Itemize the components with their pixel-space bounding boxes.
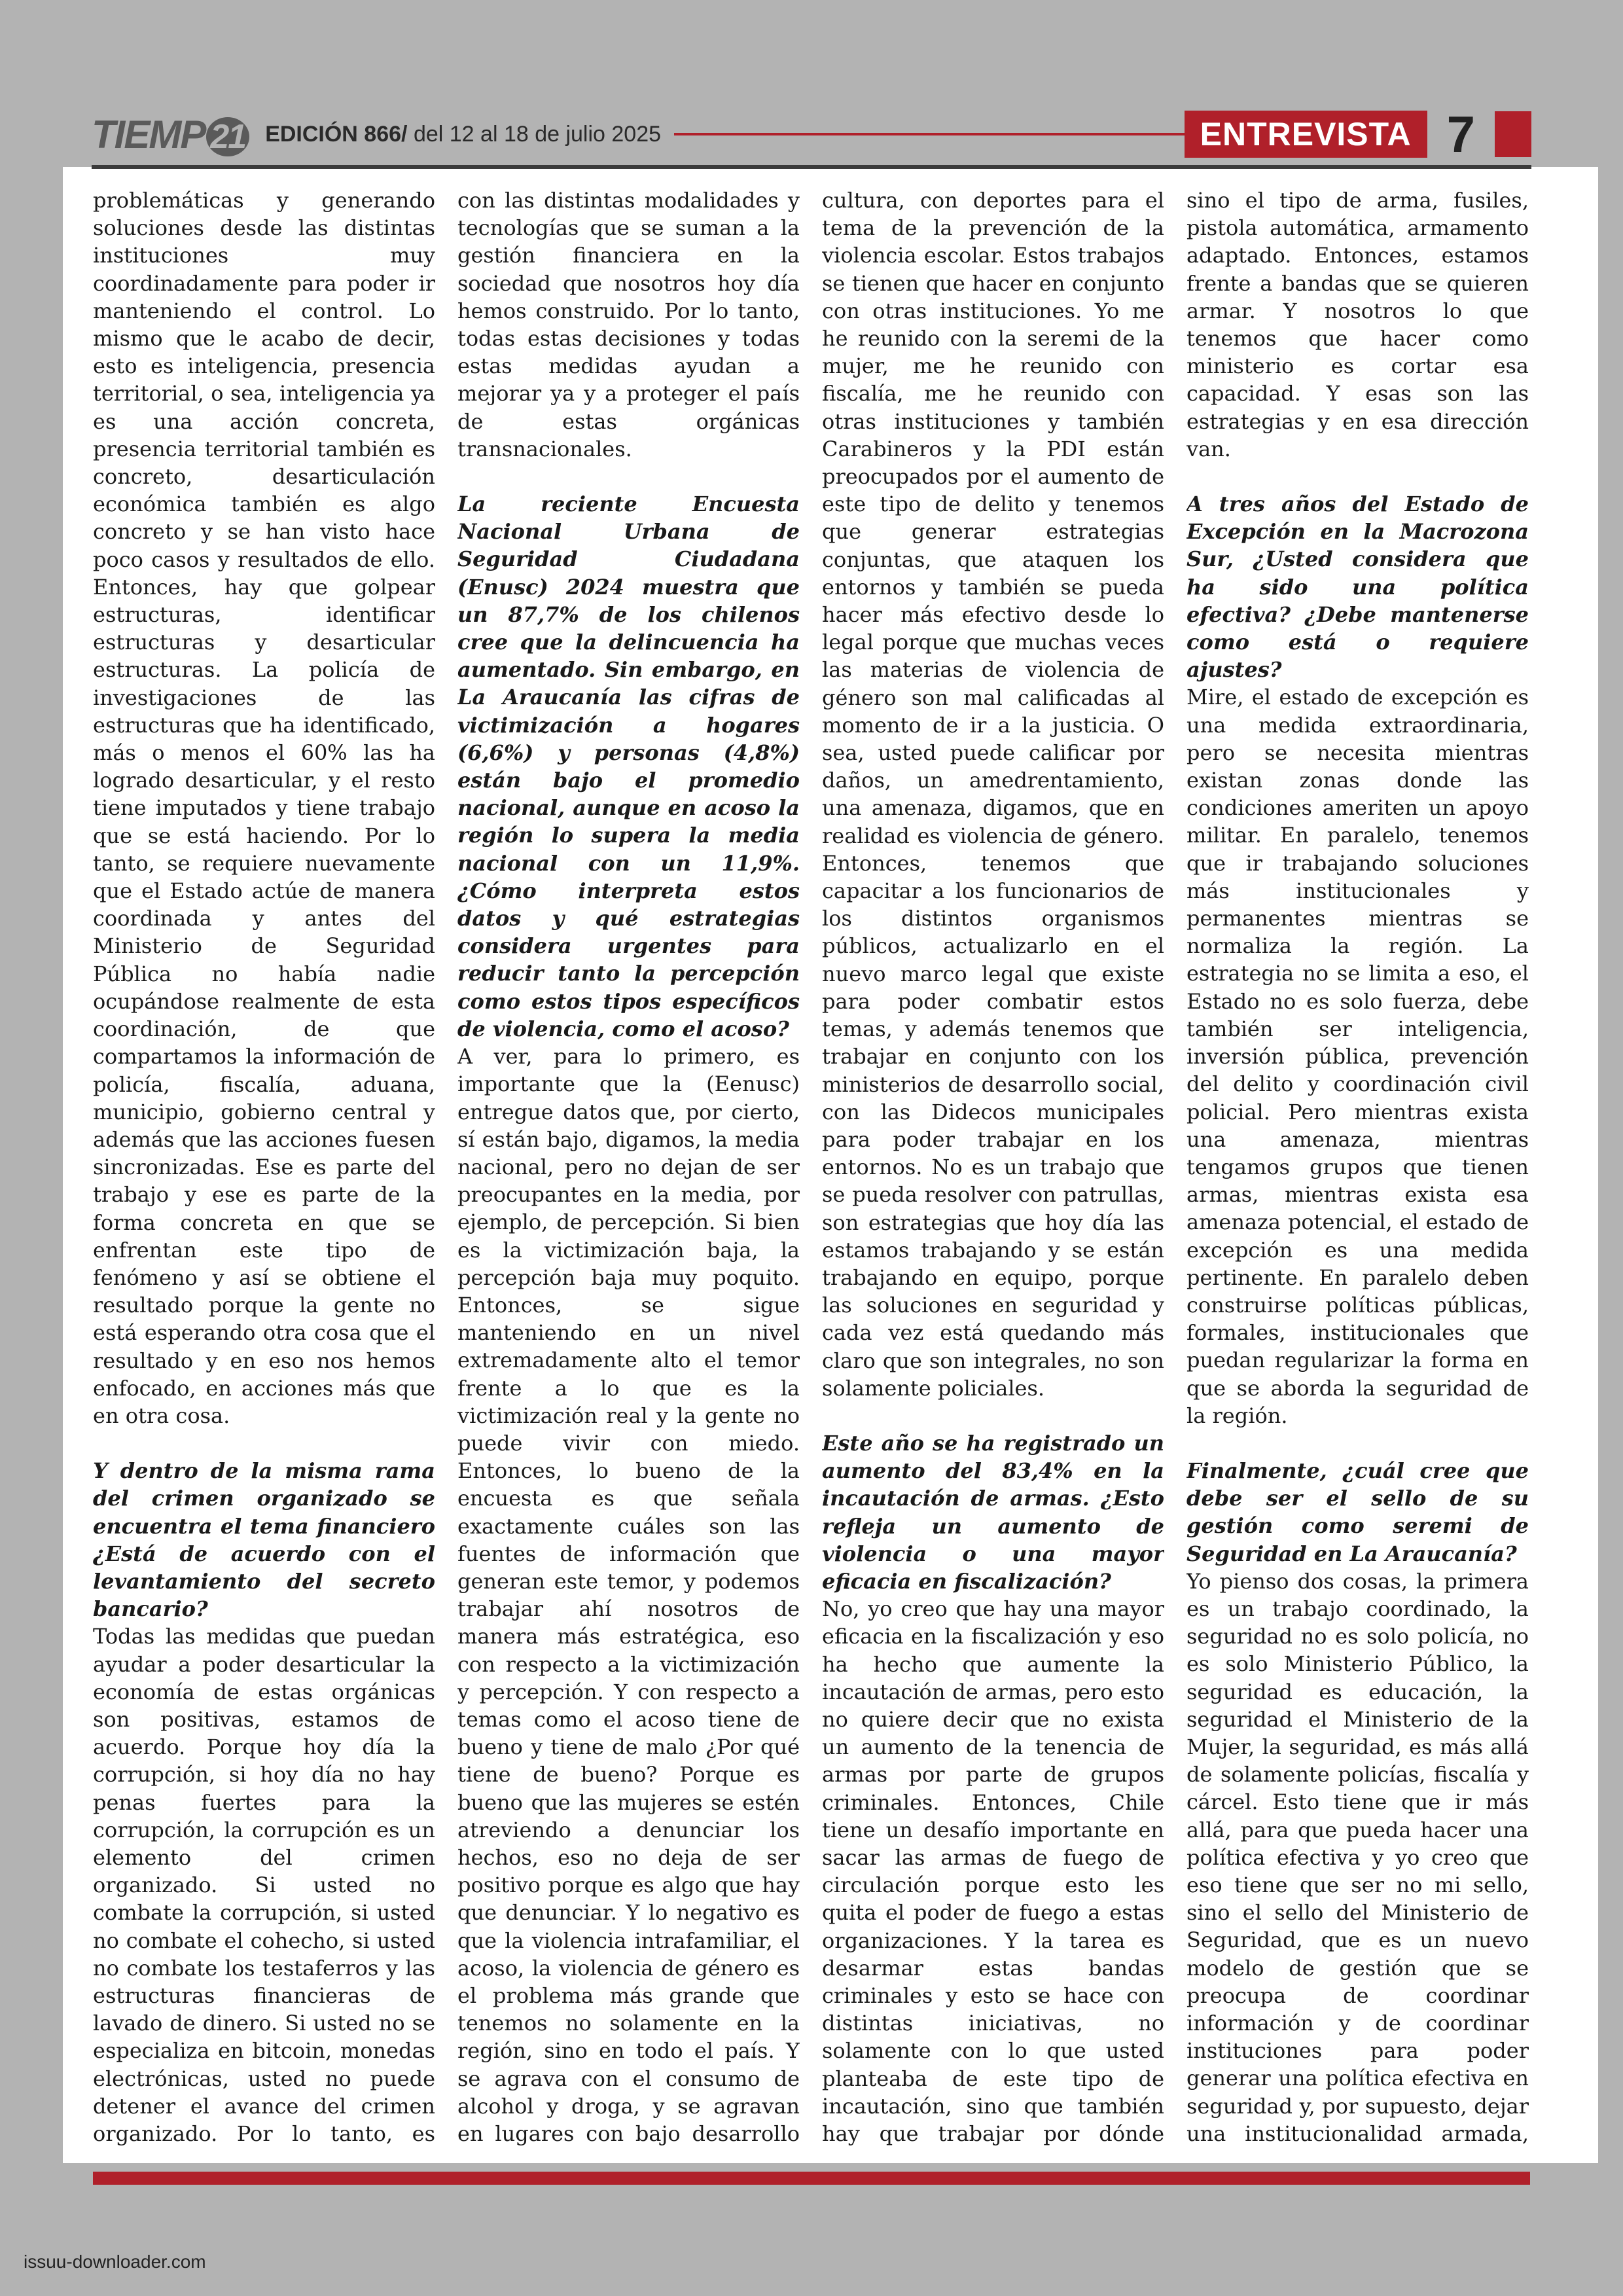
interview-answer: No, yo creo que hay una mayor eficacia en la fiscalización y eso ha hecho que aumente la incautación de armas, pero esto no quiere decir que no exista un aumento de la tenencia de armas por parte de grupos criminales. Entonces, Chile tiene un desafío importante en sacar las armas de fuego de circulación porque esto les quita el poder de fuego a estas organizaciones. Y la tarea es desarmar estas bandas criminales y esto se hace con distintas iniciativas, no solamente con lo que usted planteaba de este tipo de incautación, sino que también hay que trabajar por dónde [822,1596,1164,2147]
masthead-logo [92,112,249,157]
edition-dates: del 12 al 18 de julio 2025 [407,121,662,147]
header-red-block [1495,111,1531,157]
column-1 [93,187,435,2150]
interview-question: A tres años del Estado de Excepción en la Macrozona Sur, ¿Usted considera que ha sido una política efectiva? ¿Debe mantenerse como está o requiere ajustes? [1186,492,1529,683]
interview-answer: problemáticas y generando soluciones desde las distintas instituciones muy coordinadamente para poder ir manteniendo el control. Lo mismo que le acabo de decir, esto es inteligencia, presencia territorial, o sea, inteligencia ya es una acción concreta, presencia territorial también es concreto, desarticulación económica también es algo concreto y se han visto hace poco casos y resultados de ello. Entonces, hay que golpear estructuras, identificar estructuras y desarticular estructuras. La policía de investigaciones de las estructuras que ha identificado, más o menos el 60% las ha logrado desarticular, y el resto tiene imputados y tiene trabajo que se está haciendo. Por lo tanto, se requiere nuevamente que el Estado actúe de manera coordinada y antes del Ministerio de Seguridad Pública no había nadie ocupándose realmente de esta coordinación, de que compartamos la información de policía, fiscalía, aduana, municipio, gobierno central y además que las acciones fuesen sincronizadas. Ese es parte del trabajo y ese es parte de la forma concreta en que se enfrentan este tipo de fenómeno y así se obtiene el resultado porque la gente no está esperando otra cosa que el resultado y en eso nos hemos enfocado, en acciones más que en otra cosa. [93,188,435,1428]
interview-answer: sino el tipo de arma, fusiles, pistola automática, armamento adaptado. Entonces, estamos frente a bandas que se quieren armar. Y nosotros lo que tenemos que hacer como ministerio es cortar esa capacidad. Y esas son las estrategias y en esa dirección van. [1186,188,1529,461]
column-2 [457,187,800,2150]
interview-question: Y dentro de la misma rama del crimen organizado se encuentra el tema financiero ¿Está de acuerdo con el levantamiento del secreto bancario? [93,1458,435,1622]
edition-label: EDICIÓN 866/ [265,121,408,147]
interview-question: Finalmente, ¿cuál cree que debe ser el sello de su gestión como seremi de Seguridad en La Araucanía? [1186,1458,1529,1566]
interview-question: Este año se ha registrado un aumento del 83,4% en la incautación de armas. ¿Esto refleja un aumento de violencia o una mayor eficacia en fiscalización? [822,1430,1164,1594]
column-3 [822,187,1164,2150]
interview-answer: Todas las medidas que puedan ayudar a poder desarticular la economía de estas orgánicas son positivas, estamos de acuerdo. Porque hoy día la corrupción, si hoy día no hay penas fuertes para la corrupción, la corrupción es un elemento del crimen organizado. Si usted no combate la corrupción, si usted no combate el cohecho, si usted no combate los testaferros y las estructuras financieras de lavado de dinero. Si usted no se especializa en bitcoin, monedas electrónicas, usted no puede detener el avance del crimen organizado. Por lo tanto, es [93,1624,435,2147]
footer-bar [93,2172,1530,2185]
watermark: issuu-downloader.com [24,2251,206,2272]
interview-answer: Mire, el estado de excepción es una medida extraordinaria, pero se necesita mientras existan zonas donde las condiciones ameriten un apoyo militar. En paralelo, tenemos que ir trabajando soluciones más institucionales y permanentes mientras se normaliza la región. La estrategia no se limita a eso, el Estado no es solo fuerza, debe también ser inteligencia, inversión pública, prevención del delito y coordinación civil policial. Pero mientras exista una amenaza, mientras tengamos grupos que tienen armas, mientras exista esa amenaza potencial, el estado de excepción es una medida pertinente. En paralelo deben construirse políticas públicas, formales, institucionales que puedan regularizar la forma en que se aborda la seguridad de la región. [1186,685,1529,1428]
header-underline [92,165,1531,169]
column-4 [1186,187,1529,2150]
article-columns [93,187,1530,2150]
header-rule [674,133,1185,135]
interview-answer: A ver, para lo primero, es importante que la (Eenusc) entregue datos que, por cierto, sí están bajo, digamos, la media nacional, pero no dejan de ser preocupantes en la media, por ejemplo, de percepción. Si bien es la victimización baja, la percepción baja muy poquito. Entonces, se sigue manteniendo en un nivel extremadamente alto el temor frente a lo que es la victimización real y la gente no puede vivir con miedo. Entonces, lo bueno de la encuesta es que señala exactamente cuáles son las fuentes de información que generan este temor, y podemos trabajar ahí nosotros de manera más estratégica, eso con respecto a la victimización y percepción. Y con respecto a temas como el acoso tiene de bueno y tiene de malo ¿Por qué tiene de bueno? Porque es bueno que las mujeres se estén atreviendo a denunciar los hechos, eso no deja de ser positivo porque es algo que hay que denunciar. Y lo negativo es que la violencia intrafamiliar, el acoso, la violencia de género es el problema más grande que tenemos no solamente en la región, sino en todo el país. Y se agrava con el consumo de alcohol y droga, y se agravan en lugares con bajo desarrollo [457,1044,800,2147]
interview-answer: con las distintas modalidades y tecnologías que se suman a la gestión financiera en la sociedad que nosotros hoy día hemos construido. Por lo tanto, todas estas decisiones y todas estas medidas ayudan a mejorar ya y a proteger el país de estas orgánicas transnacionales. [457,188,800,461]
logo-text: TIEMP [92,112,205,156]
interview-question: La reciente Encuesta Nacional Urbana de Seguridad Ciudadana (Enusc) 2024 muestra que un 87,7% de los chilenos cree que la delincuencia ha aumentado. Sin embargo, en La Araucanía las cifras de victimización a hogares (6,6%) y personas (4,8%) están bajo el promedio nacional, aunque en acoso la región lo supera la media nacional con un 11,9%. ¿Cómo interpreta estos datos y qué estrategias considera urgentes para reducir tanto la percepción como estos tipos específicos de violencia, como el acoso? [457,492,800,1041]
logo-number: 21 [206,117,249,156]
interview-answer: cultura, con deportes para el tema de la prevención de la violencia escolar. Estos trabajos se tienen que hacer en conjunto con otras instituciones. Yo me he reunido con la seremi de la mujer, me he reunido con fiscalía, me he reunido con otras instituciones y también Carabineros y la PDI están preocupados por el aumento de este tipo de delito y tenemos que generar estrategias conjuntas, que ataquen los entornos y también se pueda hacer más efectivo desde lo legal porque que muchas veces las materias de violencia de género son mal calificadas al momento de ir a la justicia. O sea, usted puede calificar por daños, un amedrentamiento, una amenaza, digamos, que en realidad es violencia de género. Entonces, tenemos que capacitar a los funcionarios de los distintos organismos públicos, actualizarlo en el nuevo marco legal que existe para poder combatir estos temas, y además tenemos que trabajar en conjunto con los ministerios de desarrollo social, con las Didecos municipales para poder trabajar en los entornos. No es un trabajo que se pueda resolver con patrullas, son estrategias que hoy día las estamos trabajando y se están trabajando en equipo, porque las soluciones en seguridad y cada vez está quedando más claro que son integrales, no son solamente policiales. [822,188,1164,1401]
page-header [92,105,1531,164]
interview-answer: Yo pienso dos cosas, la primera es un trabajo coordinado, la seguridad no es solo policía, no es solo Ministerio Público, la seguridad es educación, la seguridad el Ministerio de la Mujer, la seguridad, es más allá de solamente policías, fiscalía y cárcel. Esto tiene que ir más allá, para que pueda hacer una política efectiva y yo creo que eso tiene que ser no mi sello, sino el sello del Ministerio de Seguridad, que es un nuevo modelo de gestión que se preocupa de coordinar información y de coordinar instituciones para poder generar una política efectiva en seguridad y, por supuesto, dejar una institucionalidad armada, [1186,1568,1529,2146]
section-label: ENTREVISTA [1185,111,1427,158]
edition-info [265,122,661,147]
page-number: 7 [1446,105,1475,163]
